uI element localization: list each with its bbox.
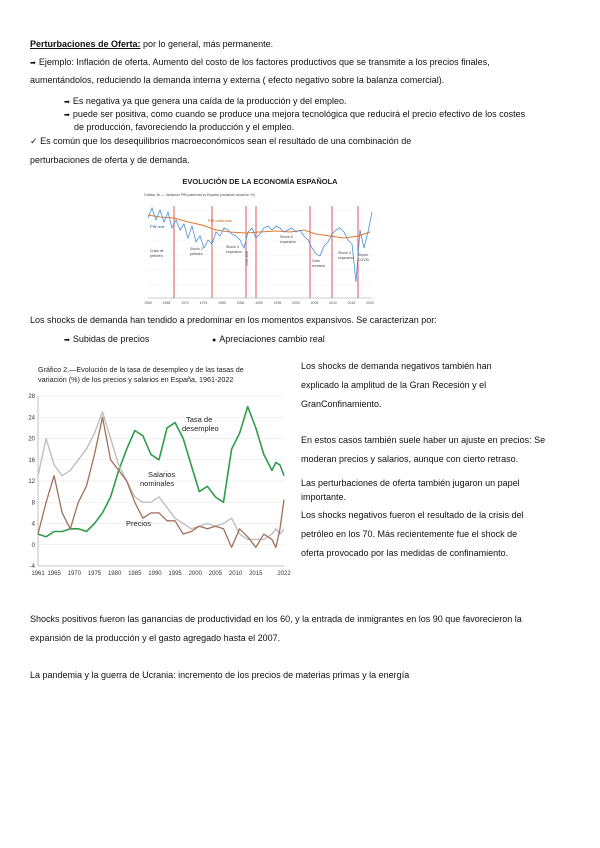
chart2-x-tick: 1961 [31, 571, 45, 577]
chart2-y-tick: 4 [31, 521, 35, 528]
example-line-1 [30, 56, 490, 70]
chart2-annotation-unemployment-2: desempleo [182, 424, 219, 433]
chart2-x-tick: 1990 [148, 571, 162, 577]
chart2-y-ticks [28, 394, 35, 570]
chart2-x-tick: 1975 [87, 571, 102, 577]
chart1-subtitle: Gráfico 1b — Variación PIB potencial vs España (variación anual en %) [144, 193, 255, 197]
chart1-x-tick: 2005 [310, 301, 319, 305]
chart1-label-shock5-b: expansión [280, 240, 296, 244]
chart2-y-tick: 28 [28, 394, 35, 401]
chart2-y-tick: 0 [31, 542, 35, 549]
chart1-x-tick: 2015 [347, 301, 356, 305]
chart2-y-tick: 12 [28, 479, 35, 486]
chart2-title-line2: variación (%) de los precios y salarios en España, 1961-2022 [38, 375, 234, 384]
bullet-icon: ● [212, 337, 217, 344]
chart1-x-tick: 2010 [329, 301, 337, 305]
demand-bullet-1-text: Subidas de precios [72, 334, 150, 344]
chart1-x-tick: 1990 [255, 301, 263, 305]
sub-bullet-2 [64, 108, 525, 122]
unemployment-prices-wages-chart [22, 360, 294, 582]
p1-line-2: explicado la amplitud de la Gran Recesión y el [301, 380, 487, 390]
chart1-label-shock3-b: expansión [226, 250, 242, 254]
supply-shocks-paragraph [30, 38, 273, 50]
chart1-x-tick: 1995 [273, 301, 282, 305]
p2-line-1: En estos casos también suele haber un ajuste en precios: Se [301, 435, 546, 445]
chart1-label-pib: PIB real [150, 224, 165, 229]
p5-line-1: Shocks positivos fueron las ganancias de productividad en los 60, y la entrada de inmigrantes en los 90 que favorecieron la [30, 614, 522, 624]
chart1-x-tick: 1965 [162, 301, 171, 305]
p3-line-2: importante. [301, 492, 347, 502]
chart2-annotation-prices: Precios [126, 519, 152, 528]
p4-line-1: Los shocks negativos fueron el resultado de la crisis del [301, 510, 524, 520]
supply-shocks-heading: Perturbaciones de Oferta: [30, 39, 141, 49]
sub-bullet-1 [64, 95, 347, 109]
p1-line-1: Los shocks de demanda negativos también han [301, 361, 492, 371]
check-line-1 [30, 135, 411, 147]
chart2-x-tick: 2005 [208, 571, 223, 577]
bullet-icon: ➡ [64, 99, 70, 106]
p2-line-2: moderan precios y salarios, aunque con cierto retraso. [301, 454, 519, 464]
chart2-title-line1: Gráfico 2.—Evolución de la tasa de desempleo y de las tasas de [38, 365, 244, 374]
chart2-annotation-wages-2: nominales [140, 479, 175, 488]
chart2-x-tick: 2015 [249, 571, 263, 577]
chart1-x-tick: 2022 [366, 301, 374, 305]
spanish-economy-chart [140, 170, 380, 305]
check-text-1: Es común que los desequilibrios macroeconómicos sean el resultado de una combinación de [40, 136, 412, 146]
sub-bullet-1-text: Es negativa ya que genera una caída de la producción y del empleo. [72, 96, 347, 106]
check-line-2: perturbaciones de oferta y de demanda. [30, 155, 190, 165]
example-line-2: aumentándolos, reduciendo la demanda interna y externa ( efecto negativo sobre la balanza comercial). [30, 75, 445, 85]
chart1-label-crisis: Crisis de [150, 249, 164, 253]
demand-bullet-1 [64, 333, 149, 347]
sub-bullet-2-line-2: de producción, favoreciendo la producción y el empleo. [74, 122, 295, 132]
bullet-icon: ➡ [30, 60, 36, 67]
chart2-x-tick: 1985 [128, 571, 142, 577]
chart2-x-tick: 2022 [277, 571, 291, 577]
chart1-x-tick: 1975 [199, 301, 208, 305]
chart1-label-shock4: Shock 4 [338, 251, 351, 255]
chart1-x-tick: 1960 [144, 301, 152, 305]
bullet-icon: ➡ [64, 337, 70, 344]
p3-line-1: Las perturbaciones de oferta también jugaron un papel [301, 478, 520, 488]
chart1-label-shock2: Shock 2 [190, 247, 203, 251]
chart2-x-tick: 2010 [228, 571, 243, 577]
p4-line-2: petróleo en los 70. Más recientemente fue el shock de [301, 529, 518, 539]
chart1-label-shock5: Shock 5 [280, 235, 293, 239]
chart1-x-tick: 1980 [218, 301, 226, 305]
chart1-label-shock4-b: expansión [338, 256, 354, 260]
supply-shocks-heading-rest: por lo general, más permanente. [140, 39, 274, 49]
chart1-label-pib-potential: PIB potencial [208, 218, 232, 223]
chart2-x-tick: 1965 [47, 571, 61, 577]
chart2-annotation-unemployment-1: Tasa de [186, 415, 213, 424]
chart1-label-sme: crisis SME [245, 250, 249, 266]
demand-bullet-2-text: Apreciaciones cambio real [219, 334, 325, 344]
demand-bullet-2 [212, 333, 325, 347]
check-icon: ✓ [30, 136, 38, 146]
chart1-x-tick: 1985 [236, 301, 245, 305]
chart2-x-tick: 2000 [188, 571, 202, 577]
p6: La pandemia y la guerra de Ucrania: incremento de los precios de materias primas y la energía [30, 670, 410, 680]
p4-line-3: oferta provocado por las medidas de confinamiento. [301, 548, 509, 558]
chart2-x-ticks [31, 571, 291, 577]
chart1-label-gran-recesion: Gran [312, 259, 320, 263]
chart2-y-tick: 16 [28, 457, 35, 464]
chart2-y-tick: -4 [29, 564, 35, 571]
chart2-y-tick: 24 [28, 415, 35, 422]
p5-line-2: expansión de la producción y el gasto agregado hasta el 2007. [30, 633, 281, 643]
example-text-1: Ejemplo: Inflación de oferta. Aumento del costo de los factores productivos que se transmite a los precios finales, [38, 57, 490, 67]
chart2-x-tick: 1970 [67, 571, 81, 577]
chart1-title: EVOLUCIÓN DE LA ECONOMÍA ESPAÑOLA [182, 177, 338, 186]
chart1-label-shock2-b: petróleo [190, 252, 203, 256]
chart1-x-tick: 1970 [181, 301, 189, 305]
chart2-annotation-wages-1: Salarios [148, 470, 176, 479]
chart2-x-tick: 1980 [107, 571, 122, 577]
chart2-x-tick: 1995 [168, 571, 182, 577]
bullet-icon: ➡ [64, 112, 70, 119]
chart1-label-covid-b: COVID [358, 258, 370, 262]
chart1-label-shock3: Shock 3 [226, 245, 239, 249]
demand-shocks-intro: Los shocks de demanda han tendido a predominar en los momentos expansivos. Se caracterizan por: [30, 315, 437, 325]
sub-bullet-2-text: puede ser positiva, como cuando se produce una mejora tecnológica que reducirá el precio efectivo de los costes [72, 109, 526, 119]
p1-line-3: GranConfinamiento. [301, 399, 382, 409]
chart1-x-tick: 2000 [292, 301, 300, 305]
chart2-y-tick: 20 [28, 436, 35, 443]
chart1-label-covid: Shock [358, 253, 368, 257]
chart1-label-crisis-2: petróleo [150, 254, 163, 258]
chart2-y-tick: 8 [31, 500, 35, 507]
chart1-label-gran-recesion-b: recesión [312, 264, 326, 268]
